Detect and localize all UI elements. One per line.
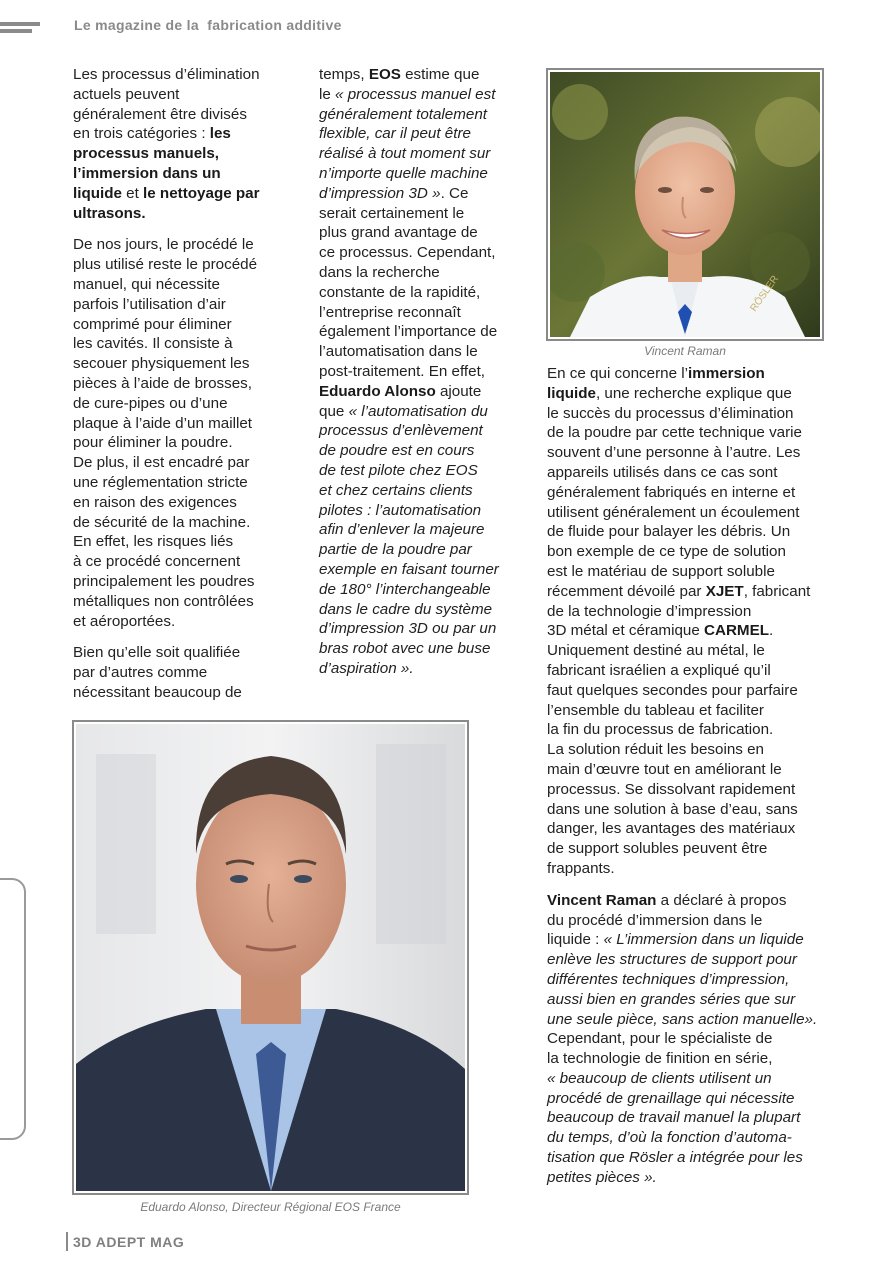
header-decoration-bars — [0, 22, 40, 32]
eduardo-alonso-portrait-image — [76, 724, 465, 1191]
paragraph-qualified: Bien qu’elle soit qualifiée par d’autres comme nécessitant beaucoup de — [73, 644, 242, 701]
paragraph-raman-quote: Vincent Raman a déclaré à propos du procédé d’immersion dans le liquide : « L’immersion dans un liquide enlève les structures de support pour différentes techniques d’impression, aussi bien en grandes séries que sur une seule pièce, sans action manuelle». Cependant, pour le spécialiste de la technologie de finition en série, « beaucoup de clients utilisent un procédé de grenaillage qui nécessite beaucoup de travail manuel la plupart du temps, d’où la fonction d’automa- tisation que Rösler a intégrée pour les petites pièces ». — [547, 891, 818, 1186]
vincent-raman-portrait-image — [550, 72, 820, 337]
paragraph-manual-process: De nos jours, le procédé le plus utilisé reste le procédé manuel, qui nécessite parfois l’utilisation d’air comprimé pour éliminer les cavités. Il consiste à secouer physiquement les pièces à l’aide de brosses, de cure-pipes ou d’une plaque à l’aide d’un maillet pour éliminer la poudre. De plus, il est encadré par une réglementation stricte en raison des exigences de sécurité de la machine. En effet, les risques liés à ce procédé concernent principalement les poudres métalliques non contrôlées et aéroportées. — [73, 236, 258, 630]
vincent-raman-caption: Vincent Raman — [644, 344, 726, 358]
article-column-2 — [319, 65, 533, 691]
paragraph-immersion: En ce qui concerne l’immersion liquide, une recherche explique que le succès du processus d’élimination de la poudre par cette technique varie souvent d’une personne à l’autre. Les appareils utilisés dans ce cas sont généralement fabriqués en interne et utilisent généralement un écoulement de fluide pour balayer les débris. Un bon exemple de ce type de solution est le matériau de support soluble récemment dévoilé par XJET, fabricant de la technologie d’impression 3D métal et céramique CARMEL. Uniquement destiné au métal, le fabricant israélien a expliqué qu’il faut quelques secondes pour parfaire l’ensemble du tableau et faciliter la fin du processus de fabrication. La solution réduit les besoins en main d’œuvre tout en améliorant le processus. Se dissolvant rapidement dans une solution à base d’eau, sans danger, les avantages des matériaux de support solubles peuvent être frappants. — [547, 365, 811, 877]
eduardo-alonso-photo — [72, 720, 469, 1195]
paragraph-eos-quote: temps, EOS estime que le « processus manuel est généralement totalement flexible, car il peut être réalisé à tout moment sur n’importe quelle machine d’impression 3D ». Ce serait certainement le plus grand avantage de ce processus. Cependant, dans la recherche constante de la rapidité, l’entreprise reconnaît également l’importance de l’automatisation dans le post-traitement. En effet, Eduardo Alonso ajoute que « l’automatisation du processus d’enlèvement de poudre est en cours de test pilote chez EOS et chez certains clients pilotes : l’automatisation afin d’enlever la majeure partie de la poudre par exemple en faisant tourner de 180° l’interchangeable dans le cadre du système d’impression 3D ou par un bras robot avec une buse d’aspiration ». — [319, 66, 499, 677]
side-bracket-decoration — [0, 878, 26, 1140]
magazine-header-title: Le magazine de la fabrication additive — [74, 17, 342, 33]
footer-magazine-title: 3D ADEPT MAG — [73, 1234, 185, 1250]
vincent-raman-photo — [546, 68, 824, 341]
eduardo-alonso-caption: Eduardo Alonso, Directeur Régional EOS France — [140, 1200, 401, 1214]
roesler-logo-text: RÖSLER — [748, 273, 782, 314]
paragraph-categories: Les processus d’élimination actuels peuvent généralement être divisés en trois catégories : les processus manuels, l’immersion dans un liquide et le nettoyage par ultrasons. — [73, 66, 260, 222]
article-column-1 — [73, 65, 295, 715]
footer-divider — [66, 1232, 68, 1251]
article-column-3 — [547, 364, 857, 1200]
